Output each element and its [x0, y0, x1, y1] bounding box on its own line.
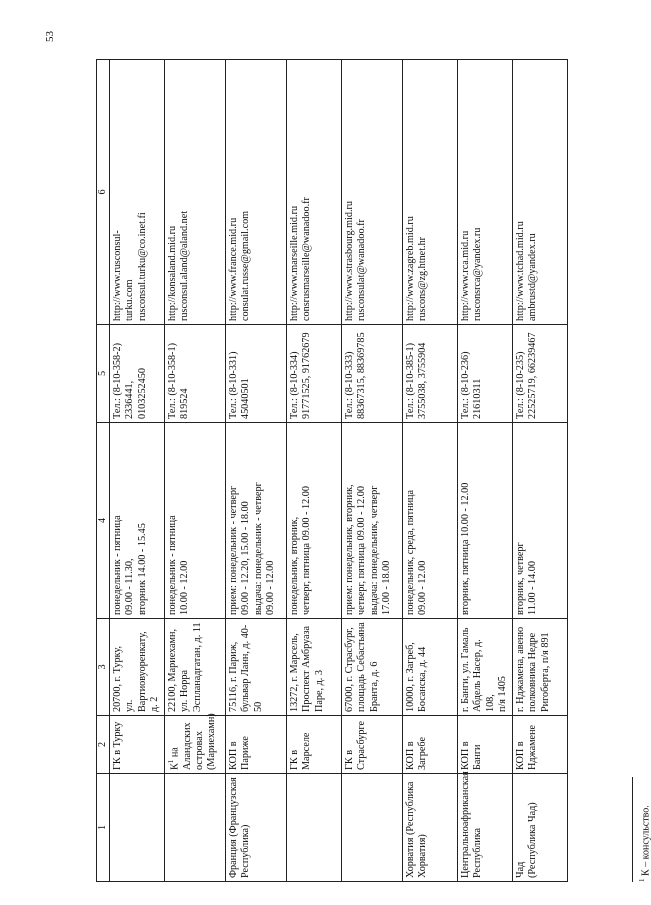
column-number: 2 [97, 716, 110, 774]
web-cell: http://www.tchad.mid.ru ambrustd@yandex.ru [513, 60, 568, 325]
hours-cell: понедельник, вторник, четверг, пятница 09.00 - 12.00 [287, 423, 342, 619]
office-cell: КОП в Париже [226, 716, 287, 774]
country-cell [165, 774, 226, 882]
country-cell: Франция (Французская Республика) [226, 774, 287, 882]
hours-cell: прием: понедельник - четверг 09.00 - 12.20, 15.00 - 18.00 выдача: понедельник - четверг 09.00 - 12.00 [226, 423, 287, 619]
hours-cell: понедельник - пятница 10.00 - 12.00 [165, 423, 226, 619]
table-row [165, 60, 226, 882]
web-cell: http://www.strasbourg.mid.ru rusconsulat@wanadoo.fr [342, 60, 403, 325]
phone-cell: Тел.: (8-10-236) 21610311 [458, 325, 513, 423]
web-cell: http://www.rca.mid.ru rusconsrca@yandex.ru [458, 60, 513, 325]
phone-cell: Тел.: (8-10-385-1) 3755038, 3755904 [403, 325, 458, 423]
hours-cell: вторник, четверг 11.00 - 14.00 [513, 423, 568, 619]
hours-cell: вторник, пятница 10.00 - 12.00 [458, 423, 513, 619]
address-cell: 20700, г. Турку, ул. Вартиовуоренкату, д. 2 [110, 619, 165, 716]
column-number: 1 [97, 774, 110, 882]
office-cell: ГК в Турку [110, 716, 165, 774]
country-cell [110, 774, 165, 882]
column-number: 3 [97, 619, 110, 716]
web-cell: http://www.marseille.mid.ru consrusmarseille@wanadoo.fr [287, 60, 342, 325]
column-number: 6 [97, 60, 110, 325]
hours-cell: прием: понедельник, вторник, четверг, пятница 09.00 - 12.00 выдача: понедельник, четверг 17.00 - 18.00 [342, 423, 403, 619]
column-number-row [97, 60, 110, 882]
consulates-table [96, 59, 568, 882]
office-cell: ГК в Страсбурге [342, 716, 403, 774]
address-cell: г. Банги, ул. Гамаль Абдель Насер, д. 108, п/я 1405 [458, 619, 513, 716]
table-row [513, 60, 568, 882]
table-row [287, 60, 342, 882]
address-cell: г. Нджамена, авеню полковника Недре Ригоберта, п/я 891 [513, 619, 568, 716]
phone-cell: Тел.: (8-10-334) 91771525, 91762679 [287, 325, 342, 423]
rotated-page-content [96, 60, 651, 882]
office-cell: КОП в Банги [458, 716, 513, 774]
country-cell: Хорватия (Республика Хорватия) [403, 774, 458, 882]
table-row [403, 60, 458, 882]
web-cell: http://www.france.mid.ru consulat.russe@gmail.com [226, 60, 287, 325]
column-number: 4 [97, 423, 110, 619]
office-cell: ГК в Марселе [287, 716, 342, 774]
web-cell: http://www.zagreb.mid.ru ruscons@zg.htnet.hr [403, 60, 458, 325]
country-cell: Чад (Республика Чад) [513, 774, 568, 882]
phone-cell: Тел.: (8-10-331) 45040501 [226, 325, 287, 423]
table-row [226, 60, 287, 882]
footnote-text: К – консульство. [640, 805, 651, 879]
footnote-divider [632, 777, 633, 882]
address-cell: 75116, г. Париж, бульвар Ланн, д. 40-50 [226, 619, 287, 716]
table-row [342, 60, 403, 882]
phone-cell: Тел.: (8-10-358-2) 2336441, 0103252450 [110, 325, 165, 423]
hours-cell: понедельник - пятница 09.00 - 11.30, вторник 14.00 - 15.45 [110, 423, 165, 619]
web-cell: http://www.rusconsul- turku.com rusconsul.turku@co.inet.fi [110, 60, 165, 325]
country-cell: Центральноафриканская Республика [458, 774, 513, 882]
hours-cell: понедельник, среда, пятница 09.00 - 12.00 [403, 423, 458, 619]
footnote [638, 805, 651, 882]
web-cell: http://konsaland.mid.ru rusconsul.aland@aland.net [165, 60, 226, 325]
phone-cell: Тел.: (8-10-235) 22525719, 66239467 [513, 325, 568, 423]
footnote-ref: 1 [167, 759, 176, 764]
address-cell: 22100, Мариехамн, ул. Норра Эспланадгатан, д. 11 [165, 619, 226, 716]
address-cell: 13272, г. Марсель, Проспект Амбруаза Паре, д. 3 [287, 619, 342, 716]
country-cell [287, 774, 342, 882]
office-cell: КОП в Загребе [403, 716, 458, 774]
address-cell: 67000, г. Страсбург, площадь Себастьяна Бранта, д. 6 [342, 619, 403, 716]
table-row [110, 60, 165, 882]
column-number: 5 [97, 325, 110, 423]
office-text: на Аландских островах (Мариехамн) [169, 713, 218, 770]
table-row [458, 60, 513, 882]
office-cell: КОП в Нджамене [513, 716, 568, 774]
office-cell [165, 713, 226, 774]
office-prefix: К [169, 763, 181, 770]
phone-cell: Тел.: (8-10-333) 88367315, 88369785 [342, 325, 403, 423]
footnote-marker: 1 [638, 878, 646, 882]
page-number: 53 [44, 31, 56, 42]
country-cell [342, 774, 403, 882]
phone-cell: Тел.: (8-10-358-1) 819524 [165, 325, 226, 423]
address-cell: 10000, г. Загреб, Босанска, д. 44 [403, 619, 458, 716]
